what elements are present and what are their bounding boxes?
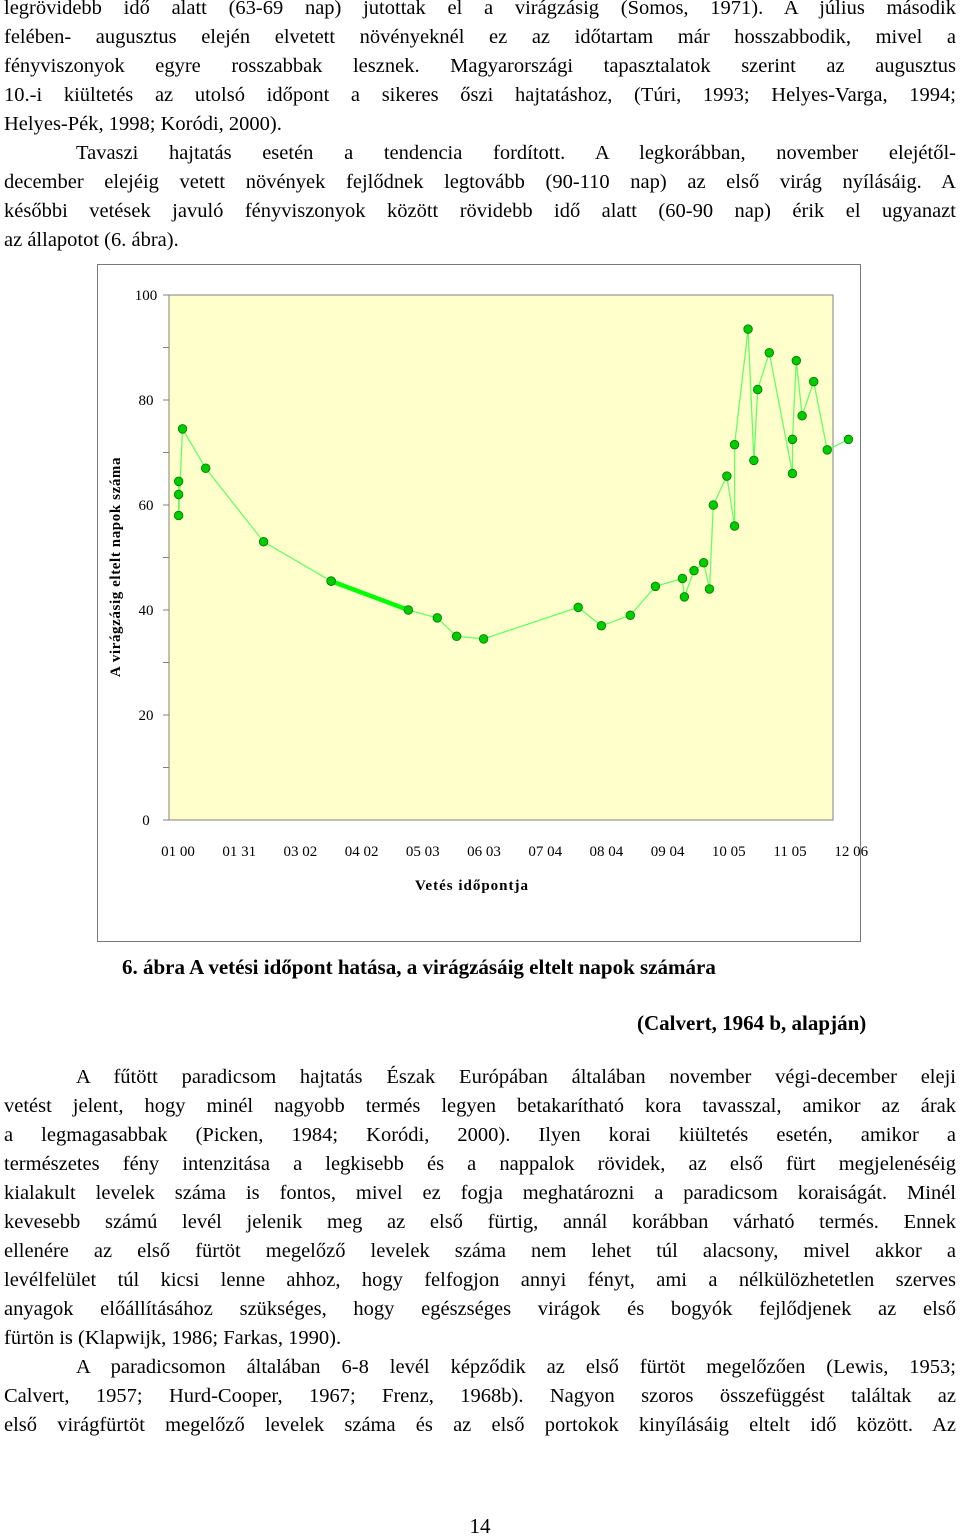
data-point xyxy=(750,456,759,465)
text-line: 10.-i kiültetés az utolsó időpont a sikeres őszi hajtatáshoz, (Túri, 1993; Helyes-Varga, 1994; xyxy=(4,84,956,106)
x-tick-label: 07 04 xyxy=(528,844,563,860)
data-point xyxy=(730,440,739,449)
text-line: A paradicsomon általában 6-8 levél képződik az első fürtöt megelőzően (Lewis, 1953; xyxy=(76,1356,956,1378)
data-point xyxy=(844,435,853,444)
plot-area xyxy=(169,295,833,820)
text-line: kevesebb számú levél jelenik meg az első fürtig, annál korábban várható termés. Ennek xyxy=(4,1211,956,1233)
data-point xyxy=(574,603,583,612)
x-tick-label: 11 05 xyxy=(773,844,807,860)
data-point xyxy=(792,356,801,365)
text-line: ellenére az első fürtöt megelőző levelek száma nem lehet túl alacsony, mivel akkor a xyxy=(4,1240,956,1262)
text-line: Helyes-Pék, 1998; Koródi, 2000). xyxy=(4,113,282,135)
y-axis-label: A virágzásig eltelt napok száma xyxy=(108,456,124,678)
data-point xyxy=(699,558,708,567)
data-point xyxy=(809,377,818,386)
x-tick-label: 05 03 xyxy=(405,844,440,860)
x-tick-label: 10 05 xyxy=(711,844,746,860)
data-point xyxy=(680,593,689,602)
data-point xyxy=(651,582,660,591)
data-point xyxy=(788,469,797,478)
y-tick-label: 80 xyxy=(138,393,154,409)
x-tick-label: 12 06 xyxy=(834,844,869,860)
data-point xyxy=(723,472,732,481)
x-tick-label: 09 04 xyxy=(650,844,685,860)
text-line: későbbi vetések javuló fényviszonyok között rövidebb idő alatt (60-90 nap) érik el ugyanazt xyxy=(4,200,956,222)
x-tick-label: 01 00 xyxy=(161,844,195,860)
x-tick-label: 04 02 xyxy=(344,844,379,860)
data-point xyxy=(597,621,606,630)
data-point xyxy=(327,577,336,586)
data-point xyxy=(690,566,699,575)
text-line: Calvert, 1957; Hurd-Cooper, 1967; Frenz, 1968b). Nagyon szoros összefüggést találtak az xyxy=(4,1385,956,1407)
data-point xyxy=(678,574,687,583)
text-line: fényviszonyok egyre rosszabbak lesznek. Magyarországi tapasztalatok szerint az augusztus xyxy=(4,55,956,77)
x-tick-label: 08 04 xyxy=(589,844,624,860)
text-line: a legmagasabbak (Picken, 1984; Koródi, 2000). Ilyen korai kiültetés esetén, amikor a xyxy=(4,1124,956,1146)
paragraph-intro xyxy=(4,0,956,139)
x-axis-label: Vetés időpontja xyxy=(414,878,530,894)
data-point xyxy=(201,464,210,473)
data-point xyxy=(479,635,488,644)
y-tick-label: 0 xyxy=(142,813,150,829)
data-point xyxy=(174,511,183,520)
data-point xyxy=(730,522,739,531)
text-line: kialakult levelek száma is fontos, mivel ez fogja meghatározni a paradicsom koraiságát. Minél xyxy=(4,1182,956,1204)
figure-caption: 6. ábra A vetési időpont hatása, a virágzásáig eltelt napok számára xyxy=(122,955,716,979)
data-point xyxy=(174,490,183,499)
data-point xyxy=(798,411,807,420)
x-tick-label: 03 02 xyxy=(283,844,318,860)
figure-frame xyxy=(97,264,869,942)
text-line: december elejéig vetett növények fejlődnek legtovább (90-110 nap) az első virág nyílásáig. A xyxy=(4,171,956,193)
page-number: 14 xyxy=(469,1514,491,1538)
data-point xyxy=(705,585,714,594)
text-line: legrövidebb idő alatt (63-69 nap) jutottak el a virágzásig (Somos, 1971). A július második xyxy=(4,0,956,19)
line-chart xyxy=(98,265,869,941)
y-tick-label: 60 xyxy=(138,498,154,514)
text-line: felében- augusztus elején elvetett növényeknél ez az időtartam már hosszabbodik, mivel a xyxy=(4,26,956,48)
data-point xyxy=(259,537,268,546)
data-point xyxy=(753,385,762,394)
paragraph-leaf-count xyxy=(4,1353,956,1440)
text-line: az állapotot (6. ábra). xyxy=(4,229,179,251)
text-line: Tavaszi hajtatás esetén a tendencia fordított. A legkorábban, november elejétől- xyxy=(76,142,956,164)
data-point xyxy=(404,606,413,615)
y-tick-label: 40 xyxy=(138,603,154,619)
text-line: vetést jelent, hogy minél nagyobb termés legyen betakarítható kora tavasszal, amikor az árak xyxy=(4,1095,956,1117)
text-line: természetes fény intenzitása a legkisebb és a nappalok rövidek, az első fürt megjelenéséig xyxy=(4,1153,956,1175)
text-line: fürtön is (Klapwijk, 1986; Farkas, 1990). xyxy=(4,1327,342,1349)
paragraph-spring xyxy=(4,139,956,255)
x-tick-label: 06 03 xyxy=(467,844,501,860)
text-line: A fűtött paradicsom hajtatás Észak Európában általában november végi-december eleji xyxy=(76,1066,956,1088)
text-line: levélfelület túl kicsi lenne ahhoz, hogy felfogjon annyi fényt, ami a nélkülözhetetlen szerves xyxy=(4,1269,956,1291)
y-tick-label: 20 xyxy=(138,708,154,724)
data-point xyxy=(788,435,797,444)
data-point xyxy=(823,446,832,455)
data-point xyxy=(174,477,183,486)
x-tick-label: 01 31 xyxy=(222,844,257,860)
text-line: anyagok előállításához szükséges, hogy egészséges virágok és bogyók fejlődjenek az első xyxy=(4,1298,956,1320)
data-point xyxy=(178,425,187,434)
text-line: első virágfürtöt megelőző levelek száma és az első portokok kinyílásáig eltelt idő között. Az xyxy=(4,1414,956,1436)
data-point xyxy=(744,325,753,334)
data-point xyxy=(433,614,442,623)
data-point xyxy=(452,632,461,641)
data-point xyxy=(709,501,718,510)
paragraph-heated-forcing xyxy=(4,1063,956,1353)
y-tick-label: 100 xyxy=(134,288,158,304)
data-point xyxy=(765,348,774,357)
data-point xyxy=(626,611,635,620)
figure-source: (Calvert, 1964 b, alapján) xyxy=(637,1011,867,1035)
